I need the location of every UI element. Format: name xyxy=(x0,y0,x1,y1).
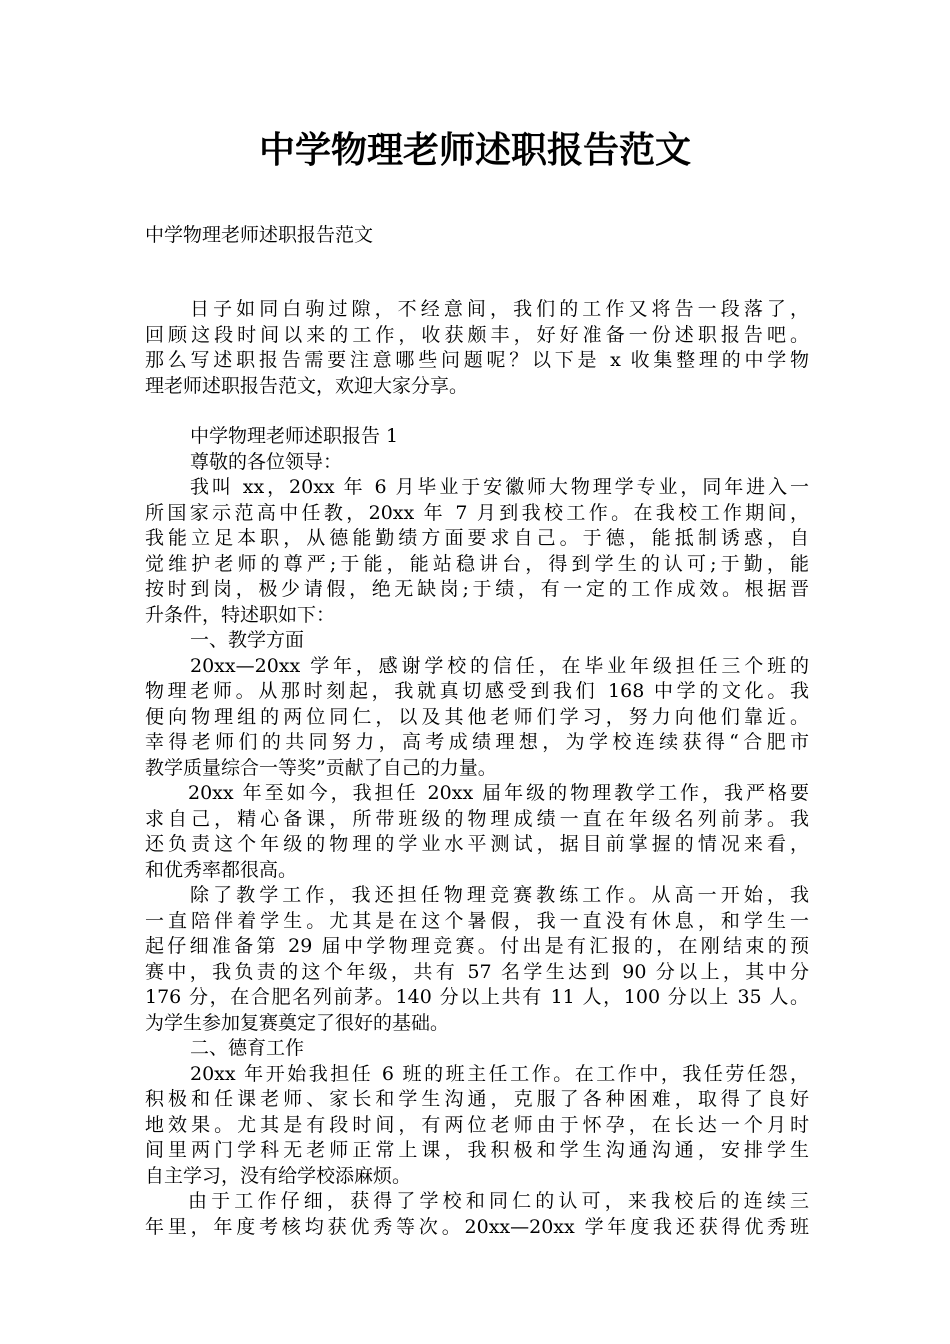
salutation: 尊敬的各位领导： xyxy=(190,450,343,473)
intro-line: 回顾这段时间以来的工作，收获颇丰，好好准备一份述职报告吧。 xyxy=(145,323,809,346)
section-heading: 二、德育工作 xyxy=(190,1037,305,1059)
body-line: 间里两门学科无老师正常上课，我积极和学生沟通沟通，安排学生 xyxy=(145,1139,809,1161)
body-line: 20xx—20xx 学年，感谢学校的信任，在毕业年级担任三个班的 xyxy=(190,654,809,677)
body-line: 教学质量综合一等奖”贡献了自己的力量。 xyxy=(145,756,497,779)
intro-line: 理老师述职报告范文，欢迎大家分享。 xyxy=(145,374,469,397)
body-line: 升条件，特述职如下： xyxy=(145,603,336,626)
body-line: 所国家示范高中任教，20xx 年 7 月到我校工作。在我校工作期间， xyxy=(145,501,809,524)
body-line: 我能立足本职，从德能勤绩方面要求自己。于德，能抵制诱惑，自 xyxy=(145,527,809,549)
body-line: 地效果。尤其是有段时间，有两位老师由于怀孕，在长达一个月时 xyxy=(145,1113,809,1136)
body-line: 物理老师。从那时刻起，我就真切感受到我们 168 中学的文化。我 xyxy=(145,680,809,702)
body-line: 除了教学工作，我还担任物理竞赛教练工作。从高一开始，我 xyxy=(190,884,809,906)
body-line: 赛中，我负责的这个年级，共有 57 名学生达到 90 分以上，其中分 xyxy=(145,960,809,983)
intro-line: 那么写述职报告需要注意哪些问题呢？以下是 x 收集整理的中学物 xyxy=(145,349,809,371)
intro-paragraph xyxy=(145,297,809,399)
body-line: 年里，年度考核均获优秀等次。20xx—20xx 学年度我还获得优秀班 xyxy=(145,1215,809,1238)
document-title: 中学物理老师述职报告范文 xyxy=(258,130,691,171)
body-line: 还负责这个年级的物理的学业水平测试，据目前掌握的情况来看， xyxy=(145,833,809,855)
body-line: 20xx 年开始我担任 6 班的班主任工作。在工作中，我任劳任怨， xyxy=(190,1062,809,1085)
report-body xyxy=(145,424,809,1240)
document-subtitle: 中学物理老师述职报告范文 xyxy=(145,224,374,246)
body-line: 自主学习，没有给学校添麻烦。 xyxy=(145,1164,412,1187)
body-line: 觉维护老师的尊严;于能，能站稳讲台，得到学生的认可;于勤，能 xyxy=(145,552,809,575)
body-line: 由于工作仔细，获得了学校和同仁的认可，来我校后的连续三 xyxy=(188,1190,809,1212)
body-line: 积极和任课老师、家长和学生沟通，克服了各种困难，取得了良好 xyxy=(145,1088,809,1110)
body-line: 幸得老师们的共同努力，高考成绩理想，为学校连续获得“合肥市 xyxy=(145,731,809,753)
intro-line: 日子如同白驹过隙，不经意间，我们的工作又将告一段落了， xyxy=(190,298,809,320)
body-line: 176 分，在合肥名列前茅。140 分以上共有 11 人，100 分以上 35 人。 xyxy=(145,986,809,1008)
body-line: 一直陪伴着学生。尤其是在这个暑假，我一直没有休息，和学生一 xyxy=(145,909,809,932)
section-heading: 中学物理老师述职报告 1 xyxy=(190,425,399,447)
body-line: 和优秀率都很高。 xyxy=(145,858,298,881)
body-line: 为学生参加复赛奠定了很好的基础。 xyxy=(145,1011,450,1034)
body-line: 便向物理组的两位同仁，以及其他老师们学习，努力向他们靠近。 xyxy=(145,705,809,728)
body-line: 我叫 xx，20xx 年 6 月毕业于安徽师大物理学专业，同年进入一 xyxy=(190,476,809,498)
body-line: 起仔细准备第 29 届中学物理竞赛。付出是有汇报的，在刚结束的预 xyxy=(145,935,809,957)
body-line: 20xx 年至如今，我担任 20xx 届年级的物理教学工作，我严格要 xyxy=(188,782,809,804)
section-heading: 一、教学方面 xyxy=(190,629,305,651)
body-line: 求自己，精心备课，所带班级的物理成绩一直在年级名列前茅。我 xyxy=(145,807,809,830)
body-line: 按时到岗，极少请假，绝无缺岗;于绩，有一定的工作成效。根据晋 xyxy=(145,578,809,600)
